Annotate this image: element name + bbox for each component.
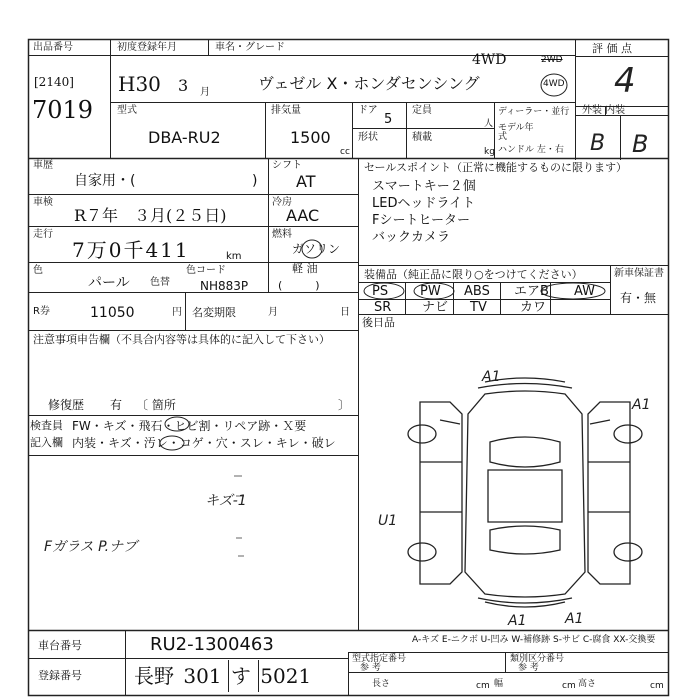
declaration-label: 注意事項申告欄（不具合内容等は具体的に記入して下さい） [33,333,330,346]
kg-unit: kg [484,147,495,157]
equip-aw: AW [574,284,596,299]
width-label: 幅 [494,679,504,689]
color-code: NH883P [200,279,249,293]
score-value: 4 [614,61,636,101]
plate-label: 登録番号 [38,669,82,682]
sales-points-title: セールスポイント（正常に機能するものに限ります） [364,161,628,174]
reg-month: 3 [178,76,189,95]
cc-unit: cc [340,147,350,157]
fuel-circle-icon [300,238,324,260]
load-label: 積載 [412,132,432,143]
history-close: ) [252,173,258,189]
after-items-label: 後日品 [362,316,395,329]
inspector-line2-label: 記入欄 [30,436,63,449]
displacement-label: 排気量 [271,105,301,116]
equip-airbag: エアB [514,284,549,299]
chassis-value: RU2-1300463 [150,634,274,655]
plate-value: 長野 301 す 5021 [134,664,312,688]
auction-code: [2140] [34,75,74,89]
handle-label: ハンドル 左・右 [498,145,564,155]
class-sub: 参 考 [518,663,539,673]
drive-type: 4WD [472,52,507,68]
chassis-label: 車台番号 [38,639,82,652]
interior-grade: B [632,130,649,158]
fuel-alt: 軽 油 [292,262,318,275]
ext-int-label: 外装 内装 [582,105,626,116]
person-unit: 人 [484,119,494,129]
repair-places: 〔 箇所 [136,398,176,412]
sales-point-item: スマートキー２個 [372,179,476,194]
inspector-circles-icon [160,414,192,454]
inspection-value: R７年 ３月(２５日) [74,206,227,225]
recycle-label: R券 [33,306,50,317]
drive-2wd-mark: 2WD [541,55,563,65]
height-label: 高さ [578,679,597,689]
damage-mark-front-right: A1 [632,397,651,413]
damage-mark-rear: A1 [508,613,527,629]
doors-value: 5 [384,112,393,127]
designation-sub: 参 考 [360,663,381,673]
history-value: 自家用・( [74,173,136,189]
displacement-value: 1500 [290,128,331,147]
yen-unit: 円 [172,307,182,318]
inspector-line1: FW・キズ・飛石・ヒビ割・リペア跡・Ｘ要 [72,419,307,433]
car-damage-diagram [400,362,650,627]
name-change-label: 名変期限 [192,306,236,319]
recycle-value: 11050 [90,305,135,321]
lot-number: 7019 [32,96,94,124]
ac-value: AAC [286,206,320,225]
equipment-circles-icon [358,281,610,301]
score-label: 評 価 点 [592,42,632,55]
hand-note-windshield: Fガラス P.ナブ [44,539,138,555]
color-value: パール [88,275,130,291]
repair-close: 〕 [338,398,351,412]
mileage-label: 走行 [33,229,53,240]
inspection-label: 車検 [33,197,53,208]
equip-pw: PW [420,284,441,299]
equip-sr: SR [374,300,392,315]
sales-point-item: バックカメラ [372,230,451,245]
exterior-grade: B [590,131,606,156]
class-label: 類別区分番号 [510,654,565,664]
damage-mark-front: A1 [482,369,501,385]
shift-value: AT [296,172,316,191]
hand-note-scratch: キズ-1 [205,493,247,509]
equip-ps: PS [372,284,389,299]
model-label: 車名・グレード [215,42,285,53]
reg-year: H30 [118,72,161,96]
damage-mark-rear-right: A1 [565,611,584,627]
dealer-label: ディーラー・並行 [498,107,570,117]
type-value: DBA-RU2 [148,128,221,147]
month-label: 月 [268,307,278,318]
repair-label: 修復歴 [48,398,85,412]
ac-label: 冷房 [272,197,292,208]
sales-point-item: Fシートヒーター [372,213,470,228]
mileage-value: 7万0千411 [72,238,190,262]
inspector-line1-label: 検査員 [30,419,63,432]
damage-legend: A-キズ E-ニクボ U-凹み W-補修跡 S-サビ C-腐食 XX-交換要 [412,635,656,645]
length-unit: cm [476,681,490,691]
equip-abs: ABS [464,284,490,299]
model-year-label: モデル年式 [498,123,534,142]
color-label: 色 [33,265,43,276]
warranty-label: 新車保証書 [614,268,664,279]
type-label: 型式 [117,105,137,116]
equip-leather: カワ [520,300,547,315]
shift-label: シフト [272,160,302,171]
height-unit: cm [650,681,664,691]
drive-4wd-mark: 4WD [543,79,565,89]
first-reg-label: 初度登録年月 [117,42,177,53]
damage-mark-left: U1 [378,513,398,529]
km-unit: km [226,251,242,262]
warranty-value: 有・無 [620,291,657,305]
month-unit: 月 [200,87,210,98]
doors-label: ドア [358,105,378,116]
length-label: 長さ [372,679,391,689]
color-code-label: 色コード [186,265,226,276]
sales-point-item: LEDヘッドライト [372,196,476,211]
width-unit: cm [562,681,576,691]
equipment-title: 装備品（純正品に限り○をつけてください） [364,268,583,281]
color-change-label: 色替 [150,277,170,288]
lot-label: 出品番号 [33,42,73,53]
designation-label: 型式指定番号 [352,654,407,664]
fuel-label: 燃料 [272,229,292,240]
fuel-value: ガソリン [292,242,341,256]
car-name: ヴェゼル X・ホンダセンシング [258,74,480,93]
repair-value: 有 [110,398,123,412]
inspector-line2: 内装・キズ・汚レ・コゲ・穴・スレ・キレ・破レ [72,436,336,450]
equip-tv: TV [470,300,487,315]
history-label: 車歴 [33,160,53,171]
fuel-paren: ( ) [278,279,320,292]
shape-label: 形状 [358,132,378,143]
capacity-label: 定員 [412,105,432,116]
equip-navi: ナビ [422,300,449,315]
day-label: 日 [340,307,350,318]
scratch-marks [180,460,350,570]
